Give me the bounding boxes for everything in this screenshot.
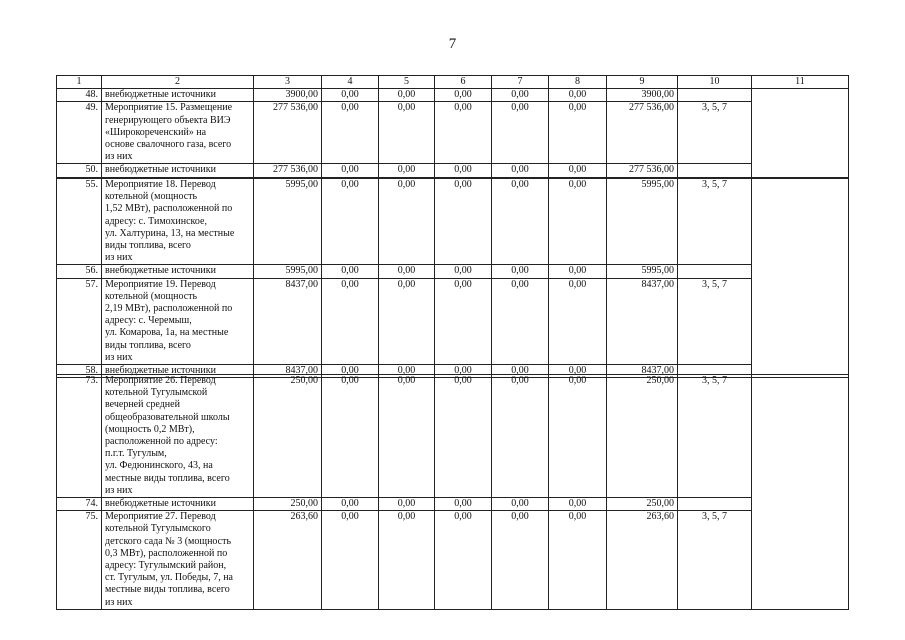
header-cell: 1 [57, 76, 102, 89]
row-number: 75. [57, 511, 102, 610]
table-row [57, 278, 849, 364]
value-col-5: 0,00 [379, 179, 435, 265]
value-col-8: 0,00 [549, 278, 607, 364]
header-cell: 4 [322, 76, 379, 89]
row-number: 57. [57, 278, 102, 364]
value-col-8: 0,00 [549, 375, 607, 498]
value-col-7: 0,00 [492, 179, 549, 265]
budget-table-part-3 [56, 374, 849, 610]
value-col-6: 0,00 [435, 89, 492, 102]
value-col-6: 0,00 [435, 498, 492, 511]
value-col-7: 0,00 [492, 164, 549, 177]
value-col-8: 0,00 [549, 265, 607, 278]
value-col-10: 3, 5, 7 [678, 511, 752, 610]
value-col-5: 0,00 [379, 278, 435, 364]
value-col-3: 277 536,00 [254, 164, 322, 177]
table-row [57, 511, 849, 610]
row-number: 48. [57, 89, 102, 102]
row-name: внебюджетные источники [102, 89, 254, 102]
value-col-8: 0,00 [549, 89, 607, 102]
value-col-6: 0,00 [435, 179, 492, 265]
value-col-8: 0,00 [549, 498, 607, 511]
value-col-4: 0,00 [322, 365, 379, 378]
value-col-9: 277 536,00 [607, 164, 678, 177]
budget-table-part-1 [56, 75, 849, 178]
row-name: внебюджетные источники [102, 498, 254, 511]
value-col-6: 0,00 [435, 278, 492, 364]
value-col-7: 0,00 [492, 89, 549, 102]
value-col-7: 0,00 [492, 265, 549, 278]
row-name: Мероприятие 19. Перевод котельной (мощность 2,19 МВт), расположенной по адресу: с. Черемыш, ул. Комарова, 1а, на местные виды топлива, всего из них [102, 278, 254, 364]
value-col-10 [678, 164, 752, 177]
value-col-9: 263,60 [607, 511, 678, 610]
value-col-6: 0,00 [435, 511, 492, 610]
header-cell: 9 [607, 76, 678, 89]
value-col-5: 0,00 [379, 89, 435, 102]
table-row [57, 265, 849, 278]
row-name: Мероприятие 27. Перевод котельной Тугулымского детского сада № 3 (мощность 0,3 МВт), расположенной по адресу: Тугулымский район, ст. Тугулым, ул. Победы, 7, на местные виды топлива, всего из них [102, 511, 254, 610]
value-col-6: 0,00 [435, 265, 492, 278]
value-col-6: 0,00 [435, 102, 492, 164]
header-row [57, 76, 849, 89]
value-col-9: 8437,00 [607, 365, 678, 378]
value-col-4: 0,00 [322, 511, 379, 610]
page-number: 7 [448, 36, 457, 52]
value-col-3: 8437,00 [254, 365, 322, 378]
header-cell: 2 [102, 76, 254, 89]
value-col-3: 8437,00 [254, 278, 322, 364]
row-number: 56. [57, 265, 102, 278]
value-col-7: 0,00 [492, 375, 549, 498]
value-col-6: 0,00 [435, 365, 492, 378]
value-col-10 [678, 265, 752, 278]
value-col-6: 0,00 [435, 375, 492, 498]
value-col-3: 263,60 [254, 511, 322, 610]
value-col-10 [678, 498, 752, 511]
value-col-9: 250,00 [607, 498, 678, 511]
value-col-7: 0,00 [492, 365, 549, 378]
value-col-8: 0,00 [549, 365, 607, 378]
value-col-5: 0,00 [379, 265, 435, 278]
value-col-5: 0,00 [379, 164, 435, 177]
value-col-8: 0,00 [549, 511, 607, 610]
table-row [57, 498, 849, 511]
row-name: внебюджетные источники [102, 265, 254, 278]
header-cell: 11 [752, 76, 849, 89]
value-col-4: 0,00 [322, 278, 379, 364]
value-col-10: 3, 5, 7 [678, 102, 752, 164]
value-col-8: 0,00 [549, 164, 607, 177]
row-name: Мероприятие 26. Перевод котельной Тугулымской вечерней средней общеобразовательной школы (мощность 0,2 МВт), расположенной по адресу: п.г.т. Тугулым, ул. Федюнинского, 43, на местные виды топлива, всего из них [102, 375, 254, 498]
table-row [57, 375, 849, 498]
value-col-9: 5995,00 [607, 265, 678, 278]
header-cell: 6 [435, 76, 492, 89]
header-cell: 8 [549, 76, 607, 89]
row-name: Мероприятие 18. Перевод котельной (мощность 1,52 МВт), расположенной по адресу: с. Тимохинское, ул. Халтурина, 13, на местные виды топлива, всего из них [102, 179, 254, 265]
value-col-9: 8437,00 [607, 278, 678, 364]
row-number: 58. [57, 365, 102, 378]
row-number: 50. [57, 164, 102, 177]
value-col-7: 0,00 [492, 511, 549, 610]
value-col-5: 0,00 [379, 365, 435, 378]
value-col-9: 5995,00 [607, 179, 678, 265]
header-cell: 7 [492, 76, 549, 89]
header-cell: 3 [254, 76, 322, 89]
table-row [57, 164, 849, 177]
value-col-4: 0,00 [322, 102, 379, 164]
value-col-4: 0,00 [322, 265, 379, 278]
value-col-10: 3, 5, 7 [678, 278, 752, 364]
value-col-5: 0,00 [379, 102, 435, 164]
value-col-7: 0,00 [492, 102, 549, 164]
value-col-9: 277 536,00 [607, 102, 678, 164]
value-col-3: 250,00 [254, 375, 322, 498]
row-name: внебюджетные источники [102, 365, 254, 378]
value-col-3: 5995,00 [254, 265, 322, 278]
value-col-3: 3900,00 [254, 89, 322, 102]
value-col-8: 0,00 [549, 179, 607, 265]
value-col-4: 0,00 [322, 164, 379, 177]
value-col-4: 0,00 [322, 498, 379, 511]
value-col-6: 0,00 [435, 164, 492, 177]
value-col-7: 0,00 [492, 498, 549, 511]
row-name: внебюджетные источники [102, 164, 254, 177]
budget-table-part-2 [56, 178, 849, 378]
col-11-cell [752, 89, 849, 177]
value-col-4: 0,00 [322, 89, 379, 102]
value-col-10 [678, 89, 752, 102]
col-11-cell [752, 179, 849, 378]
value-col-10: 3, 5, 7 [678, 179, 752, 265]
header-cell: 5 [379, 76, 435, 89]
value-col-3: 277 536,00 [254, 102, 322, 164]
value-col-9: 3900,00 [607, 89, 678, 102]
value-col-5: 0,00 [379, 511, 435, 610]
row-number: 49. [57, 102, 102, 164]
row-name: Мероприятие 15. Размещение генерирующего объекта ВИЭ «Широкореченский» на основe свалочного газа, всего из них [102, 102, 254, 164]
value-col-7: 0,00 [492, 278, 549, 364]
value-col-9: 250,00 [607, 375, 678, 498]
col-11-cell [752, 375, 849, 610]
value-col-8: 0,00 [549, 102, 607, 164]
table-row [57, 102, 849, 164]
row-number: 73. [57, 375, 102, 498]
value-col-10: 3, 5, 7 [678, 375, 752, 498]
value-col-5: 0,00 [379, 498, 435, 511]
header-cell: 10 [678, 76, 752, 89]
table-row [57, 179, 849, 265]
value-col-3: 5995,00 [254, 179, 322, 265]
value-col-3: 250,00 [254, 498, 322, 511]
row-number: 55. [57, 179, 102, 265]
row-number: 74. [57, 498, 102, 511]
value-col-4: 0,00 [322, 179, 379, 265]
table-row [57, 89, 849, 102]
value-col-5: 0,00 [379, 375, 435, 498]
value-col-4: 0,00 [322, 375, 379, 498]
